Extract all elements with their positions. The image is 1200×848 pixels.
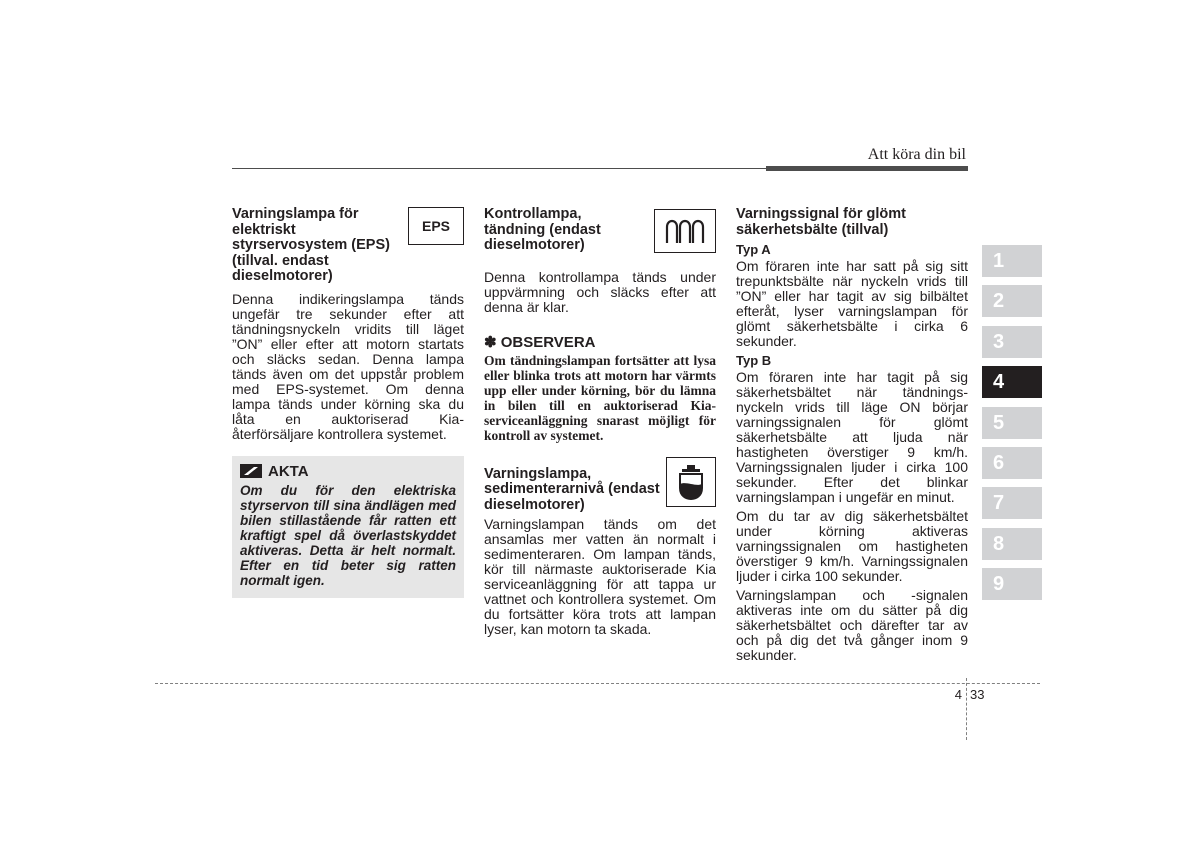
chapter-tab-9[interactable]: 9 (982, 568, 1042, 600)
eps-heading: Varningslampa för elektriskt styrservosystem (EPS) (tillval. endast dieselmotorer) (232, 206, 390, 284)
page-chapter-number: 4 (954, 687, 962, 702)
type-a-body: Om föraren inte har satt på sig sitt trepunktsbälte när nyckeln vrids till ”ON” eller har tagit av sig bilbältet efteråt, lyser varningslampan för glömt säkerhetsbälte i cirka 6 sekunder. (736, 258, 968, 349)
sediment-filter-icon (676, 464, 706, 500)
seatbelt-heading: Varningssignal för glömt säkerhetsbälte (tillval) (736, 206, 906, 238)
page-number: 33 (970, 687, 985, 702)
chapter-tab-4[interactable]: 4 (982, 366, 1042, 398)
sediment-section-header (484, 457, 716, 514)
note-title: ✽ OBSERVERA (484, 333, 596, 351)
eps-icon-label: EPS (421, 217, 450, 234)
chapter-tab-6[interactable]: 6 (982, 447, 1042, 479)
caution-icon (240, 464, 262, 478)
chapter-tab-1[interactable]: 1 (982, 245, 1042, 277)
glow-coil-icon (663, 217, 707, 245)
type-b-body-3: Varningslampan och -signalen aktiveras inte om du sätter på dig säkerhetsbältet och därefter tar av och på dig det två gånger inom 9 sekunder. (736, 587, 968, 663)
note-text: Om tändningslampan fortsätter att lysa eller blinka trots att motorn har värmts upp eller under körning, bör du lämna in bilen till en auktoriserad Kia-serviceanläggning snarast möjligt för kontroll av systemet. (484, 352, 716, 443)
caution-box (232, 456, 464, 598)
glow-body: Denna kontrollampa tänds under uppvärmning och släcks efter att denna är klar. (484, 268, 716, 315)
eps-section-header (232, 207, 464, 285)
header-rule-thick (766, 166, 968, 171)
chapter-tab-5[interactable]: 5 (982, 407, 1042, 439)
caution-title-text: AKTA (268, 462, 309, 480)
footer-divider (966, 678, 967, 740)
column-2 (484, 207, 716, 641)
caution-text: Om du för den elektriska styrservon till sina ändlägen med bilen stillastående får ratten ett kraftigt spel då överlastskyddet aktiveras. Detta är helt normalt. Efter en tid beter sig ratten normalt igen. (240, 482, 456, 588)
column-1 (232, 207, 464, 598)
caution-title (240, 464, 456, 479)
column-3 (736, 207, 968, 667)
eps-body: Denna indikeringslampa tänds ungefär tre sekunder efter att tändningsnyckeln vridits till läget ”ON” eller efter att motorn startats och släcks sedan. Denna lampa tänds även om det uppstår problem med EPS-systemet. Om denna lampa tänds under körning ska du låta en auktoriserad Kia-återförsäljare kontrollera systemet. (232, 290, 464, 442)
glow-plug-icon (654, 209, 716, 253)
glow-section-header (484, 207, 716, 254)
chapter-tab-8[interactable]: 8 (982, 528, 1042, 560)
type-a-label: Typ A (736, 242, 771, 257)
footer-rule (155, 683, 1040, 684)
chapter-tab-3[interactable]: 3 (982, 326, 1042, 358)
chapter-tab-2[interactable]: 2 (982, 285, 1042, 317)
glow-heading: Kontrollampa, tändning (endast dieselmotorer) (484, 206, 601, 253)
type-b-label: Typ B (736, 353, 772, 368)
sediment-heading: Varningslampa, sedimenterarnivå (endast dieselmotorer) (484, 465, 660, 513)
type-b-body-2: Om du tar av dig säkerhetsbältet under körning aktiveras varningssignalen om hastigheten överstiger 9 km/h. Varningssignalen ljuder i cirka 100 sekunder. (736, 508, 968, 584)
running-header: Att köra din bil (867, 146, 966, 163)
sediment-body: Varningslampan tänds om det ansamlas mer vatten än normalt i sedimenteraren. Om lampan tänds, kör till närmaste auktoriserade Kia serviceanläggning för att tappa ur vattnet och kontrollera systemet. Om du fortsätter köra trots att lampan lyser, kan motorn ta skada. (484, 516, 716, 637)
eps-warning-icon (408, 207, 464, 245)
type-b-body-1: Om föraren inte har tagit på sig säkerhetsbältet när tändnings-nyckeln vrids till läge ON börjar varningssignalen för glömt säkerhetsbälte att ljuda när hastigheten överstiger 9 km/h. Varningssignalen ljuder i cirka 100 sekunder. Efter det blinkar varningslampan i ungefär en minut. (736, 369, 968, 505)
chapter-tab-7[interactable]: 7 (982, 487, 1042, 519)
water-sediment-icon (666, 457, 716, 507)
